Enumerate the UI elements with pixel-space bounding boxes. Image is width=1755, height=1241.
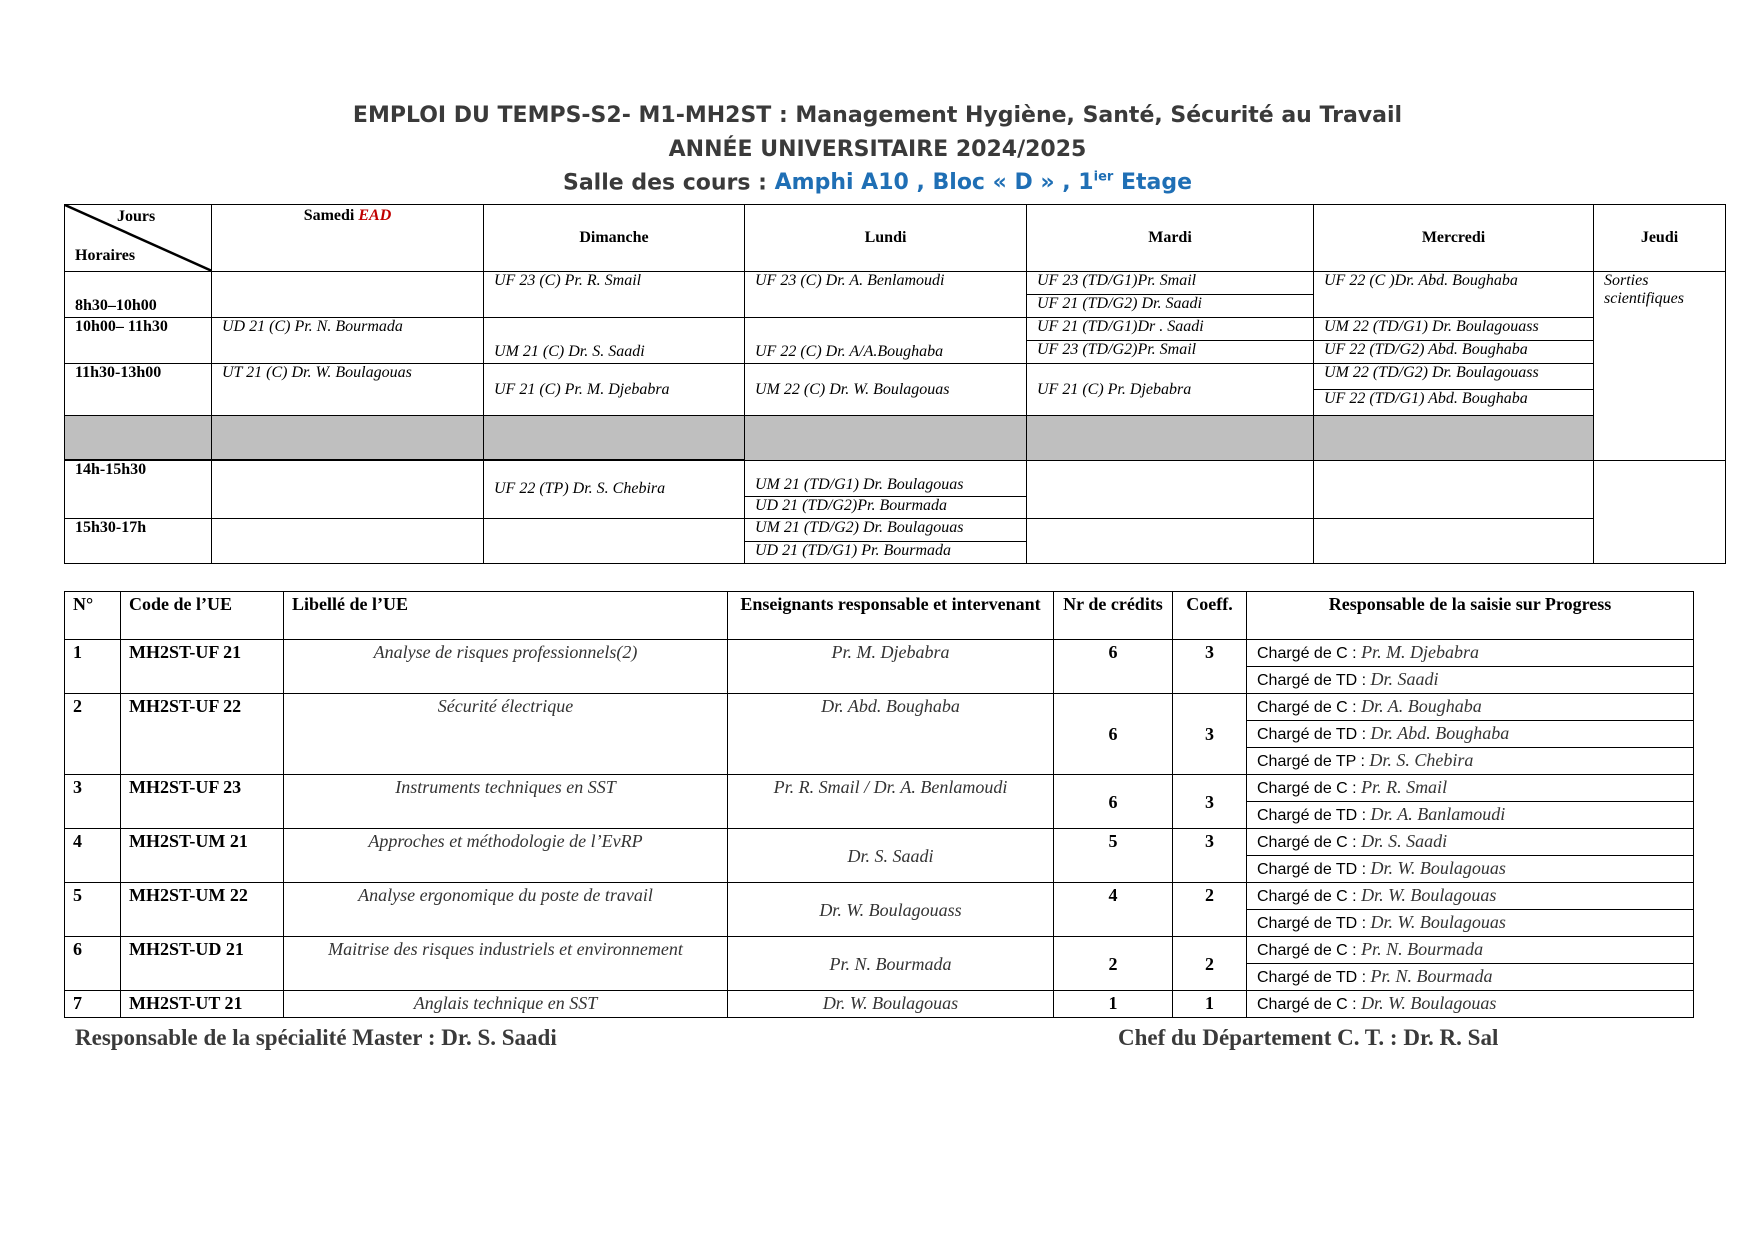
time-slot: 10h00– 11h30 <box>65 318 212 364</box>
time-slot: 8h30–10h00 <box>65 272 212 318</box>
ue-coeff: 3 <box>1173 640 1247 694</box>
schedule-table <box>64 204 1726 564</box>
ue-code: MH2ST-UF 22 <box>121 694 284 775</box>
resp-name: Dr. S. Chebira <box>1369 750 1474 770</box>
ue-num: 2 <box>65 694 121 775</box>
ue-row <box>65 991 1694 1018</box>
ue-code: MH2ST-UD 21 <box>121 937 284 991</box>
ue-credits: 6 <box>1054 775 1173 829</box>
ue-num: 7 <box>65 991 121 1018</box>
day-mercredi: Mercredi <box>1314 205 1594 272</box>
time-slot: 11h30-13h00 <box>65 364 212 416</box>
slot-cell <box>212 518 484 563</box>
slot-cell: UF 22 (TD/G2) Abd. Boughaba <box>1314 341 1594 364</box>
col-resp: Responsable de la saisie sur Progress <box>1247 592 1694 640</box>
slot-cell: UM 21 (C) Dr. S. Saadi <box>484 318 745 364</box>
ue-credits: 6 <box>1054 694 1173 775</box>
ue-responsible <box>1247 991 1694 1018</box>
ue-responsible <box>1247 829 1694 856</box>
ue-coeff: 2 <box>1173 937 1247 991</box>
lunch-break-row <box>65 416 1726 461</box>
resp-name: Dr. W. Boulagouas <box>1370 912 1506 932</box>
slot-cell: UM 22 (C) Dr. W. Boulagouas <box>745 364 1027 416</box>
ue-label: Instruments techniques en SST <box>284 775 728 829</box>
col-label: Libellé de l’UE <box>284 592 728 640</box>
slot-cell: UF 22 (C )Dr. Abd. Boughaba <box>1314 272 1594 318</box>
time-slot: 14h-15h30 <box>65 460 212 518</box>
resp-role: Chargé de C : <box>1257 996 1362 1013</box>
col-coeff: Coeff. <box>1173 592 1247 640</box>
ead-tag: EAD <box>358 207 392 224</box>
footer-department-head: Chef du Département C. T. : Dr. R. Sal <box>1118 1025 1499 1050</box>
resp-role: Chargé de C : <box>1257 942 1362 959</box>
room-label: Salle des cours : <box>562 170 775 196</box>
ue-num: 3 <box>65 775 121 829</box>
col-teachers: Enseignants responsable et intervenant <box>728 592 1054 640</box>
slot-cell: UM 21 (TD/G1) Dr. Boulagouas <box>745 460 1027 496</box>
ue-coeff: 1 <box>1173 991 1247 1018</box>
time-slot: 15h30-17h <box>65 518 212 563</box>
ue-header-row <box>65 592 1694 640</box>
resp-name: Dr. W. Boulagouas <box>1361 993 1497 1013</box>
slot-cell: UM 22 (TD/G1) Dr. Boulagouass <box>1314 318 1594 341</box>
resp-role: Chargé de TD : <box>1257 726 1371 743</box>
ue-coeff: 3 <box>1173 829 1247 883</box>
day-jeudi: Jeudi <box>1594 205 1726 272</box>
resp-name: Pr. R. Smail <box>1361 777 1448 797</box>
resp-name: Dr. Abd. Boughaba <box>1370 723 1510 743</box>
resp-name: Dr. A. Boughaba <box>1361 696 1482 716</box>
ue-responsible <box>1247 883 1694 910</box>
resp-name: Dr. S. Saadi <box>1361 831 1448 851</box>
ue-teacher: Pr. R. Smail / Dr. A. Benlamoudi <box>728 775 1054 829</box>
room-info <box>0 170 1755 195</box>
ue-code: MH2ST-UM 21 <box>121 829 284 883</box>
ue-teacher: Pr. M. Djebabra <box>728 640 1054 694</box>
schedule-header-row <box>65 205 1726 272</box>
slot-cell <box>1314 518 1594 563</box>
ue-row <box>65 937 1694 964</box>
ue-responsible <box>1247 640 1694 667</box>
ue-coeff: 3 <box>1173 775 1247 829</box>
slot-cell <box>1314 460 1594 518</box>
ue-responsible <box>1247 667 1694 694</box>
slot-cell <box>484 518 745 563</box>
ue-label: Maitrise des risques industriels et environnement <box>284 937 728 991</box>
ue-table <box>64 591 1694 1018</box>
ue-num: 4 <box>65 829 121 883</box>
col-num: N° <box>65 592 121 640</box>
ue-label: Approches et méthodologie de l’EvRP <box>284 829 728 883</box>
ue-code: MH2ST-UF 23 <box>121 775 284 829</box>
ue-num: 6 <box>65 937 121 991</box>
resp-role: Chargé de TD : <box>1257 861 1371 878</box>
slot-cell: UF 21 (TD/G1)Dr . Saadi <box>1027 318 1314 341</box>
day-dimanche: Dimanche <box>484 205 745 272</box>
ue-teacher: Dr. S. Saadi <box>728 829 1054 883</box>
ue-credits: 5 <box>1054 829 1173 883</box>
resp-role: Chargé de C : <box>1257 834 1362 851</box>
ue-teacher: Dr. W. Boulagouas <box>728 991 1054 1018</box>
slot-cell: UF 23 (TD/G1)Pr. Smail <box>1027 272 1314 295</box>
ue-responsible <box>1247 910 1694 937</box>
slot-cell: UD 21 (TD/G2)Pr. Bourmada <box>745 496 1027 518</box>
resp-name: Pr. N. Bourmada <box>1370 966 1493 986</box>
resp-role: Chargé de C : <box>1257 645 1362 662</box>
resp-role: Chargé de C : <box>1257 888 1362 905</box>
ue-credits: 1 <box>1054 991 1173 1018</box>
ue-credits: 4 <box>1054 883 1173 937</box>
slot-cell: UF 23 (TD/G2)Pr. Smail <box>1027 341 1314 364</box>
resp-role: Chargé de C : <box>1257 699 1362 716</box>
slot-cell: UF 22 (C) Dr. A/A.Boughaba <box>745 318 1027 364</box>
ue-responsible <box>1247 775 1694 802</box>
ue-coeff: 3 <box>1173 694 1247 775</box>
resp-name: Dr. W. Boulagouas <box>1370 858 1506 878</box>
ue-row <box>65 694 1694 721</box>
academic-year: ANNÉE UNIVERSITAIRE 2024/2025 <box>668 137 1087 162</box>
ue-responsible <box>1247 721 1694 748</box>
resp-role: Chargé de TD : <box>1257 969 1371 986</box>
day-samedi: Samedi EAD <box>212 205 484 272</box>
corner-days: Jours <box>117 208 156 225</box>
resp-role: Chargé de TD : <box>1257 672 1371 689</box>
ue-label: Anglais technique en SST <box>284 991 728 1018</box>
slot-cell: UF 22 (TD/G1) Abd. Boughaba <box>1314 390 1594 416</box>
slot-cell: UF 23 (C) Dr. A. Benlamoudi <box>745 272 1027 318</box>
slot-cell <box>1027 460 1314 518</box>
corner-hours: Horaires <box>75 247 136 264</box>
slot-cell <box>212 460 484 518</box>
ue-responsible <box>1247 694 1694 721</box>
ue-row <box>65 829 1694 856</box>
resp-role: Chargé de TD : <box>1257 915 1371 932</box>
ue-row <box>65 640 1694 667</box>
resp-name: Dr. Saadi <box>1370 669 1439 689</box>
ue-code: MH2ST-UT 21 <box>121 991 284 1018</box>
slot-cell: UD 21 (TD/G1) Pr. Bourmada <box>745 541 1027 563</box>
resp-role: Chargé de TD : <box>1257 807 1371 824</box>
resp-name: Dr. A. Banlamoudi <box>1370 804 1506 824</box>
ue-code: MH2ST-UM 22 <box>121 883 284 937</box>
ue-responsible <box>1247 856 1694 883</box>
ue-responsible <box>1247 964 1694 991</box>
ue-row <box>65 775 1694 802</box>
day-mardi: Mardi <box>1027 205 1314 272</box>
slot-cell: UF 21 (C) Pr. Djebabra <box>1027 364 1314 416</box>
slot-cell-jeudi: Sorties scientifiques <box>1594 272 1726 461</box>
slot-cell: UF 22 (TP) Dr. S. Chebira <box>484 460 745 518</box>
col-code: Code de l’UE <box>121 592 284 640</box>
slot-cell <box>212 272 484 318</box>
ue-credits: 2 <box>1054 937 1173 991</box>
ue-row <box>65 883 1694 910</box>
footer-speciality-head: Responsable de la spécialité Master : Dr. S. Saadi <box>75 1025 557 1050</box>
ue-teacher: Pr. N. Bourmada <box>728 937 1054 991</box>
ue-num: 1 <box>65 640 121 694</box>
ue-responsible <box>1247 748 1694 775</box>
slot-cell: UF 21 (C) Pr. M. Djebabra <box>484 364 745 416</box>
corner-cell <box>65 205 212 272</box>
ue-label: Analyse de risques professionnels(2) <box>284 640 728 694</box>
resp-role: Chargé de TP : <box>1257 753 1370 770</box>
room-value: Amphi A10 , Bloc « D » , $1^{ier}$ Etage <box>774 170 1193 196</box>
resp-name: Pr. N. Bourmada <box>1361 939 1484 959</box>
resp-name: Dr. W. Boulagouas <box>1361 885 1497 905</box>
slot-cell <box>1027 518 1314 563</box>
slot-cell: UD 21 (C) Pr. N. Bourmada <box>212 318 484 364</box>
slot-cell <box>1594 460 1726 563</box>
slot-cell: UF 23 (C) Pr. R. Smail <box>484 272 745 318</box>
ue-teacher: Dr. Abd. Boughaba <box>728 694 1054 775</box>
day-lundi: Lundi <box>745 205 1027 272</box>
ue-coeff: 2 <box>1173 883 1247 937</box>
slot-cell: UM 22 (TD/G2) Dr. Boulagouass <box>1314 364 1594 390</box>
ue-label: Sécurité électrique <box>284 694 728 775</box>
slot-cell: UF 21 (TD/G2) Dr. Saadi <box>1027 295 1314 318</box>
ue-responsible <box>1247 937 1694 964</box>
resp-role: Chargé de C : <box>1257 780 1362 797</box>
resp-name: Pr. M. Djebabra <box>1361 642 1480 662</box>
page-title: EMPLOI DU TEMPS-S2- M1-MH2ST : Management Hygiène, Santé, Sécurité au Travail <box>352 103 1403 128</box>
ue-credits: 6 <box>1054 640 1173 694</box>
slot-cell: UM 21 (TD/G2) Dr. Boulagouas <box>745 518 1027 541</box>
ue-num: 5 <box>65 883 121 937</box>
slot-cell: UT 21 (C) Dr. W. Boulagouas <box>212 364 484 416</box>
ue-teacher: Dr. W. Boulagouass <box>728 883 1054 937</box>
ue-code: MH2ST-UF 21 <box>121 640 284 694</box>
col-credits: Nr de crédits <box>1054 592 1173 640</box>
ue-label: Analyse ergonomique du poste de travail <box>284 883 728 937</box>
ue-responsible <box>1247 802 1694 829</box>
